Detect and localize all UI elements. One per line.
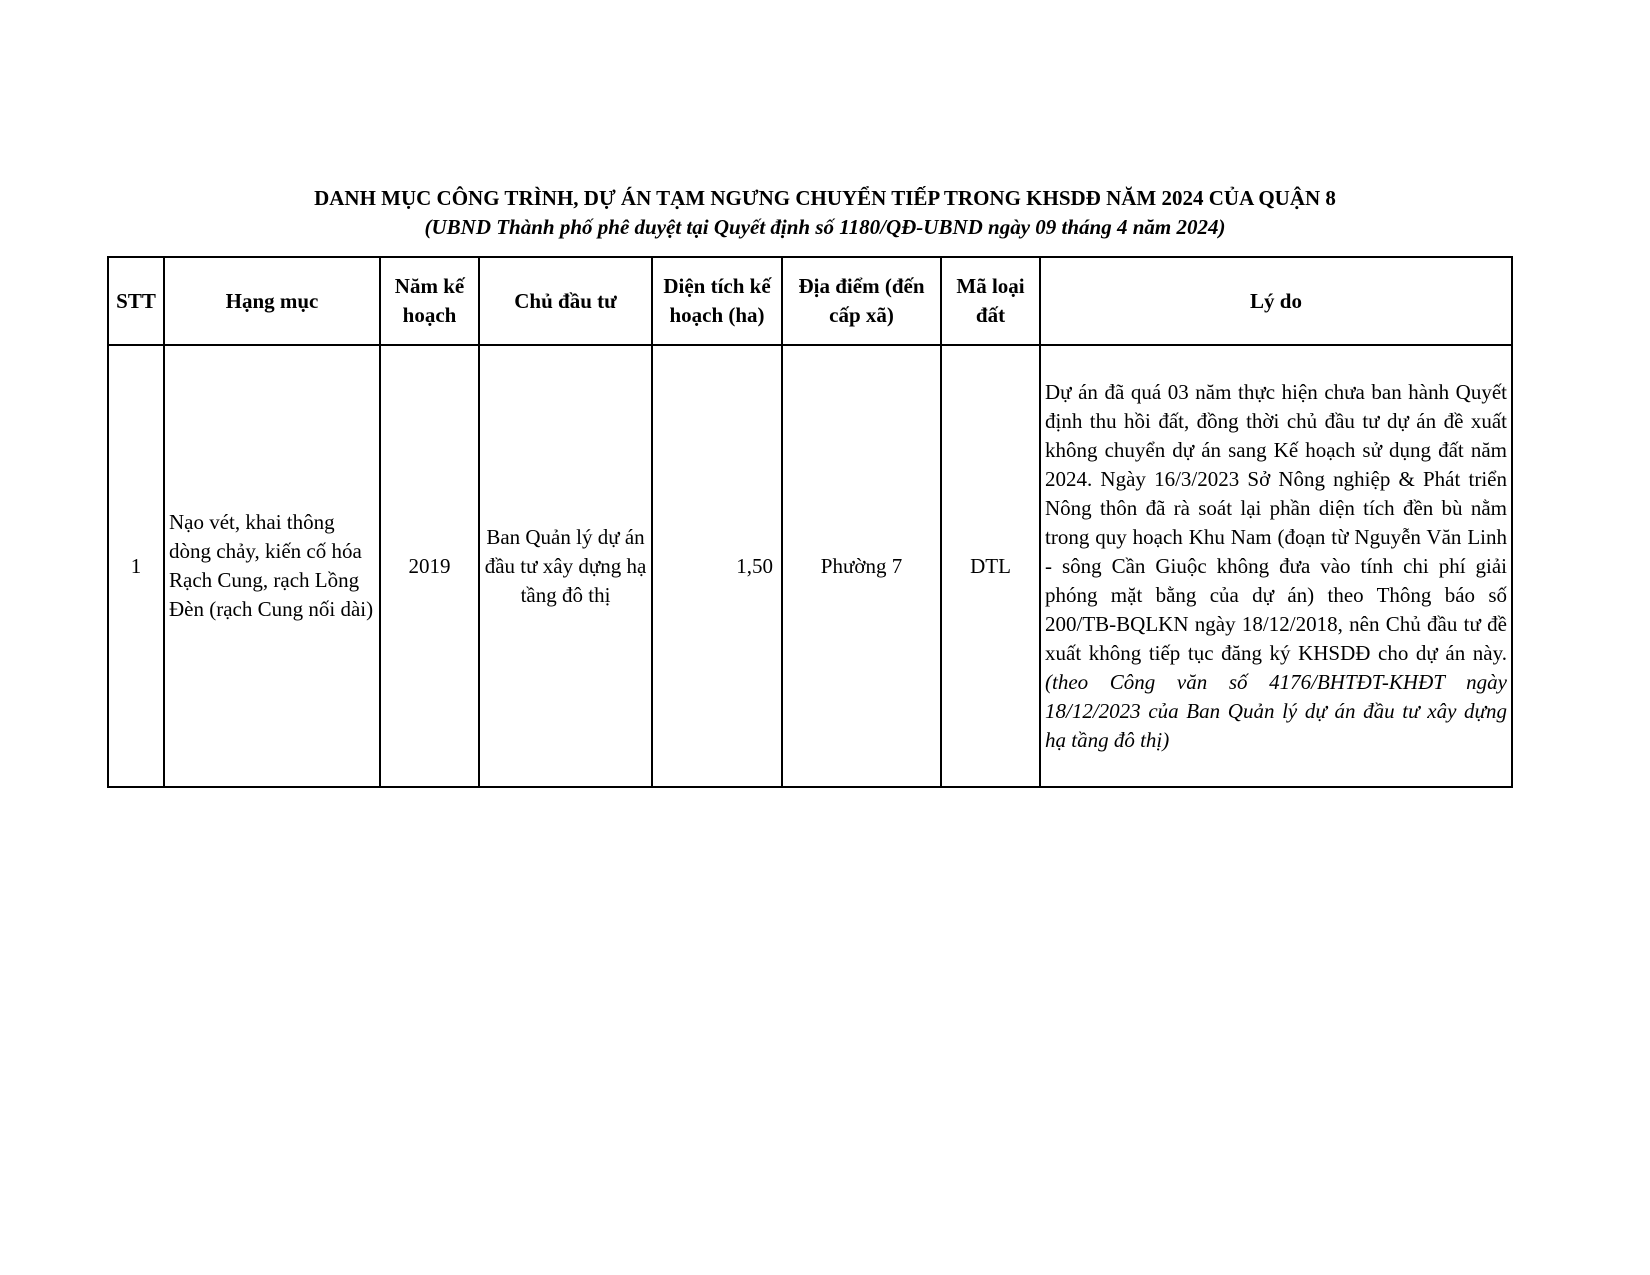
ly-do-text: Dự án đã quá 03 năm thực hiện chưa ban hành Quyết định thu hồi đất, đồng thời chủ đầu tư dự án đề xuất không chuyển dự án sang Kế hoạch sử dụng đất năm 2024. Ngày 16/3/2023 Sở Nông nghiệp & Phát triển Nông thôn đã rà soát lại phần diện tích đền bù nằm trong quy hoạch Khu Nam (đoạn từ Nguyễn Văn Linh - sông Cần Giuộc không đưa vào tính chi phí giải phóng mặt bằng của dự án) theo Thông báo số 200/TB-BQLKN ngày 18/12/2018, nên Chủ đầu tư đề xuất không tiếp tục đăng ký KHSDĐ cho dự án này. — [1045, 379, 1507, 665]
project-table — [107, 256, 1513, 788]
header-dia-diem: Địa điểm (đến cấp xã) — [782, 257, 941, 345]
ly-do-note: (theo Công văn số 4176/BHTĐT-KHĐT ngày 18/12/2023 của Ban Quản lý dự án đầu tư xây dựng hạ tầng đô thị) — [1045, 669, 1507, 752]
header-dien-tich: Diện tích kế hoạch (ha) — [652, 257, 782, 345]
document-title: DANH MỤC CÔNG TRÌNH, DỰ ÁN TẠM NGƯNG CHUYỂN TIẾP TRONG KHSDĐ NĂM 2024 CỦA QUẬN 8 — [314, 186, 1336, 210]
cell-hang-muc: Nạo vét, khai thông dòng chảy, kiến cố hóa Rạch Cung, rạch Lồng Đèn (rạch Cung nối dài) — [164, 345, 380, 787]
header-chu-dau-tu: Chủ đầu tư — [479, 257, 652, 345]
header-ly-do: Lý do — [1040, 257, 1512, 345]
header-stt: STT — [108, 257, 164, 345]
cell-nam-ke-hoach: 2019 — [380, 345, 479, 787]
cell-dia-diem: Phường 7 — [782, 345, 941, 787]
cell-stt: 1 — [108, 345, 164, 787]
document-subtitle: (UBND Thành phố phê duyệt tại Quyết định số 1180/QĐ-UBND ngày 09 tháng 4 năm 2024) — [424, 215, 1226, 239]
header-nam-ke-hoach: Năm kế hoạch — [380, 257, 479, 345]
header-hang-muc: Hạng mục — [164, 257, 380, 345]
cell-dien-tich: 1,50 — [652, 345, 782, 787]
cell-ly-do — [1040, 345, 1512, 787]
header-ma-loai-dat: Mã loại đất — [941, 257, 1040, 345]
cell-ma-loai-dat: DTL — [941, 345, 1040, 787]
cell-chu-dau-tu: Ban Quản lý dự án đầu tư xây dựng hạ tầng đô thị — [479, 345, 652, 787]
table-header-row — [108, 257, 1512, 345]
table-row — [108, 345, 1512, 787]
